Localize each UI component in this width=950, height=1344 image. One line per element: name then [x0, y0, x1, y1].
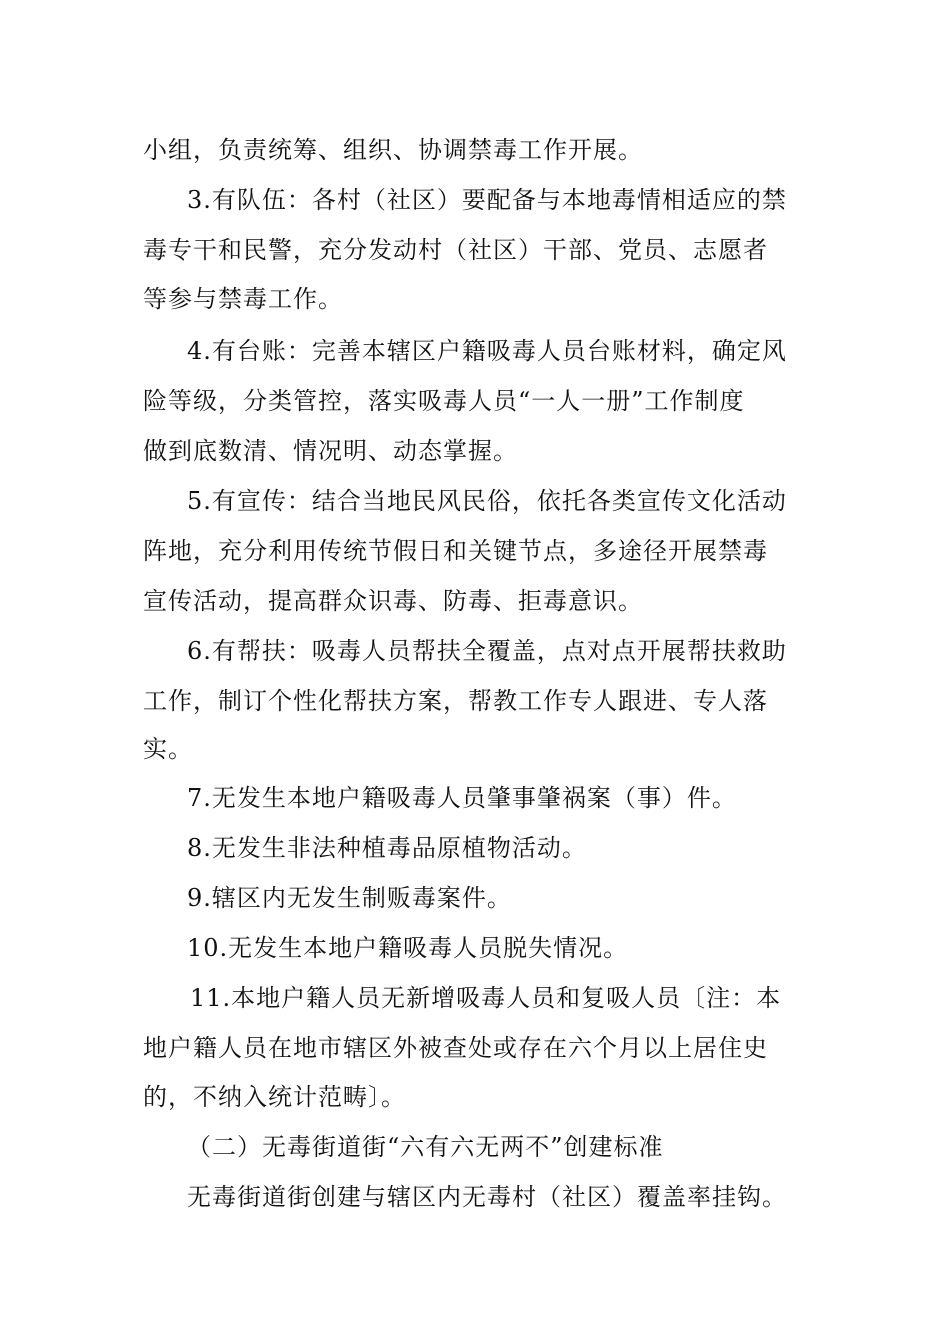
item-11-line-3: 的，不纳入统计范畴〕。	[143, 1083, 406, 1111]
item-3-line-2: 毒专干和民警，充分发动村（社区）干部、党员、志愿者	[143, 236, 768, 264]
item-6-line-3: 实。	[143, 735, 193, 763]
item-4-line-3: 做到底数清、情况明、动态掌握。	[143, 437, 518, 465]
item-4-line-1: 4.有台账：完善本辖区户籍吸毒人员台账材料，确定风	[187, 337, 787, 365]
item-6-line-2: 工作，制订个性化帮扶方案，帮教工作专人跟进、专人落	[143, 687, 768, 715]
item-3-line-1: 3.有队伍：各村（社区）要配备与本地毒情相适应的禁	[187, 186, 787, 214]
item-6-line-1: 6.有帮扶：吸毒人员帮扶全覆盖，点对点开展帮扶救助	[187, 637, 787, 665]
item-5-line-2: 阵地，充分利用传统节假日和关键节点，多途径开展禁毒	[143, 537, 768, 565]
section-heading: （二）无毒街道街“六有六无两不”创建标准	[187, 1133, 664, 1161]
item-8: 8.无发生非法种植毒品原植物活动。	[187, 834, 587, 862]
item-4-line-2: 险等级，分类管控，落实吸毒人员“一人一册”工作制度	[143, 387, 745, 415]
item-5-line-3: 宣传活动，提高群众识毒、防毒、拒毒意识。	[143, 587, 643, 615]
item-9: 9.辖区内无发生制贩毒案件。	[187, 884, 512, 912]
item-5-line-1: 5.有宣传：结合当地民风民俗，依托各类宣传文化活动	[187, 487, 787, 515]
item-11-line-2: 地户籍人员在地市辖区外被查处或存在六个月以上居住史	[143, 1034, 768, 1062]
item-11-line-1: 11.本地户籍人员无新增吸毒人员和复吸人员〔注：本	[190, 984, 782, 1012]
item-10: 10.无发生本地户籍吸毒人员脱失情况。	[187, 934, 629, 962]
section-body-line-1: 无毒街道街创建与辖区内无毒村（社区）覆盖率挂钩。	[187, 1183, 787, 1211]
item-7: 7.无发生本地户籍吸毒人员肇事肇祸案（事）件。	[187, 784, 737, 812]
text-line-1: 小组，负责统筹、组织、协调禁毒工作开展。	[143, 136, 643, 164]
item-3-line-3: 等参与禁毒工作。	[143, 285, 343, 313]
